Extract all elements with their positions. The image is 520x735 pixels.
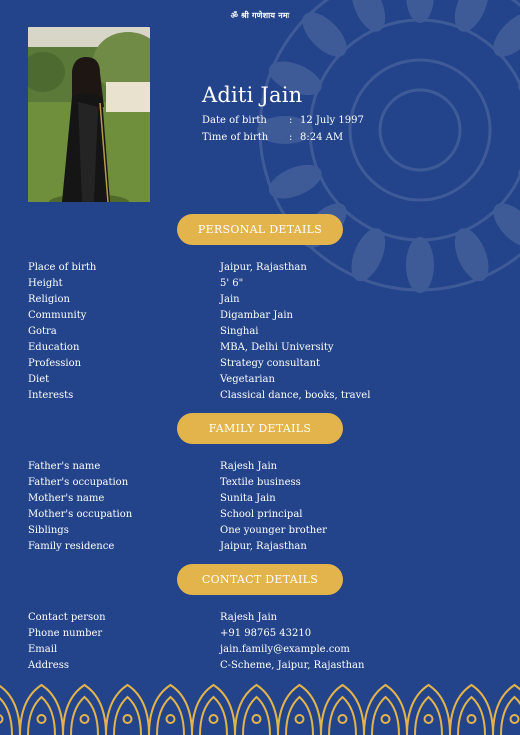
- detail-value: jain.family@example.com: [220, 644, 350, 655]
- border-arch: [235, 685, 278, 735]
- detail-row: [28, 642, 498, 658]
- family-details-heading: FAMILY DETAILS: [177, 413, 343, 444]
- profile-name: Aditi Jain: [202, 83, 303, 107]
- detail-value: Strategy consultant: [220, 358, 321, 369]
- border-dot: [38, 715, 46, 723]
- border-arch: [0, 685, 20, 735]
- detail-value: Vegetarian: [220, 374, 275, 385]
- detail-label: Religion: [28, 294, 70, 305]
- detail-label: Diet: [28, 374, 50, 385]
- detail-label: Family residence: [28, 541, 115, 552]
- border-arch: [106, 685, 149, 735]
- detail-row: [28, 324, 498, 340]
- detail-value: Jain: [220, 294, 240, 305]
- detail-label: Siblings: [28, 525, 69, 536]
- border-arch: [364, 685, 407, 735]
- detail-value: +91 98765 43210: [220, 628, 312, 639]
- detail-row: [28, 292, 498, 308]
- detail-value: Rajesh Jain: [220, 461, 278, 472]
- detail-row: [28, 610, 498, 626]
- border-dot: [81, 715, 89, 723]
- border-dot: [511, 715, 519, 723]
- mandala-ornament: [250, 0, 520, 300]
- personal-details-heading: PERSONAL DETAILS: [177, 214, 343, 245]
- detail-row: [28, 507, 498, 523]
- detail-row: [28, 658, 498, 674]
- border-dot: [0, 715, 3, 723]
- detail-value: C-Scheme, Jaipur, Rajasthan: [220, 660, 365, 671]
- detail-label: Profession: [28, 358, 82, 369]
- detail-label: Place of birth: [28, 262, 97, 273]
- detail-label: Father's occupation: [28, 477, 129, 488]
- invocation-text: ॐ श्री गणेशाय नमः: [230, 10, 290, 20]
- detail-row: [28, 308, 498, 324]
- detail-value: Jaipur, Rajasthan: [220, 541, 307, 552]
- detail-row: [28, 260, 498, 276]
- border-dot: [296, 715, 304, 723]
- detail-label: Mother's name: [28, 493, 105, 504]
- border-dot: [382, 715, 390, 723]
- bio-label: Date of birth: [202, 115, 267, 126]
- detail-value: Sunita Jain: [220, 493, 276, 504]
- ornamental-border: [0, 679, 520, 735]
- detail-label: Contact person: [28, 612, 106, 623]
- detail-label: Education: [28, 342, 80, 353]
- detail-label: Height: [28, 278, 63, 289]
- detail-value: MBA, Delhi University: [220, 342, 334, 353]
- detail-value: Digambar Jain: [220, 310, 293, 321]
- border-dot: [210, 715, 218, 723]
- detail-value: One younger brother: [220, 525, 327, 536]
- border-arch: [493, 685, 520, 735]
- bio-label: Time of birth: [202, 132, 269, 143]
- border-arch: [20, 685, 63, 735]
- border-dot: [468, 715, 476, 723]
- bio-separator: :: [289, 132, 293, 143]
- border-dot: [167, 715, 175, 723]
- contact-details-heading: CONTACT DETAILS: [177, 564, 343, 595]
- detail-label: Email: [28, 644, 58, 655]
- bio-value: 8:24 AM: [300, 132, 344, 143]
- detail-label: Father's name: [28, 461, 101, 472]
- detail-label: Mother's occupation: [28, 509, 133, 520]
- detail-row: [28, 372, 498, 388]
- detail-row: [28, 459, 498, 475]
- detail-row: [28, 276, 498, 292]
- detail-label: Interests: [28, 390, 74, 401]
- border-arch: [192, 685, 235, 735]
- border-dot: [124, 715, 132, 723]
- border-arch: [149, 685, 192, 735]
- detail-row: [28, 340, 498, 356]
- detail-value: Jaipur, Rajasthan: [220, 262, 307, 273]
- mandala-petal: [486, 196, 520, 255]
- detail-value: Textile business: [220, 477, 301, 488]
- detail-row: [28, 523, 498, 539]
- detail-value: Classical dance, books, travel: [220, 390, 371, 401]
- detail-row: [28, 356, 498, 372]
- detail-row: [28, 388, 498, 404]
- detail-row: [28, 475, 498, 491]
- detail-value: School principal: [220, 509, 303, 520]
- border-arch: [63, 685, 106, 735]
- border-arch: [407, 685, 450, 735]
- border-dot: [425, 715, 433, 723]
- detail-label: Gotra: [28, 326, 57, 337]
- detail-label: Address: [28, 660, 69, 671]
- detail-label: Phone number: [28, 628, 103, 639]
- border-dot: [339, 715, 347, 723]
- bio-value: 12 July 1997: [300, 115, 364, 126]
- bio-separator: :: [289, 115, 293, 126]
- detail-row: [28, 491, 498, 507]
- border-arch: [321, 685, 364, 735]
- detail-label: Community: [28, 310, 87, 321]
- border-dot: [253, 715, 261, 723]
- profile-photo: [28, 27, 150, 202]
- border-arch: [450, 685, 493, 735]
- detail-value: Singhai: [220, 326, 259, 337]
- detail-row: [28, 626, 498, 642]
- detail-value: 5' 6": [220, 278, 244, 289]
- detail-value: Rajesh Jain: [220, 612, 278, 623]
- border-arch: [278, 685, 321, 735]
- detail-row: [28, 539, 498, 555]
